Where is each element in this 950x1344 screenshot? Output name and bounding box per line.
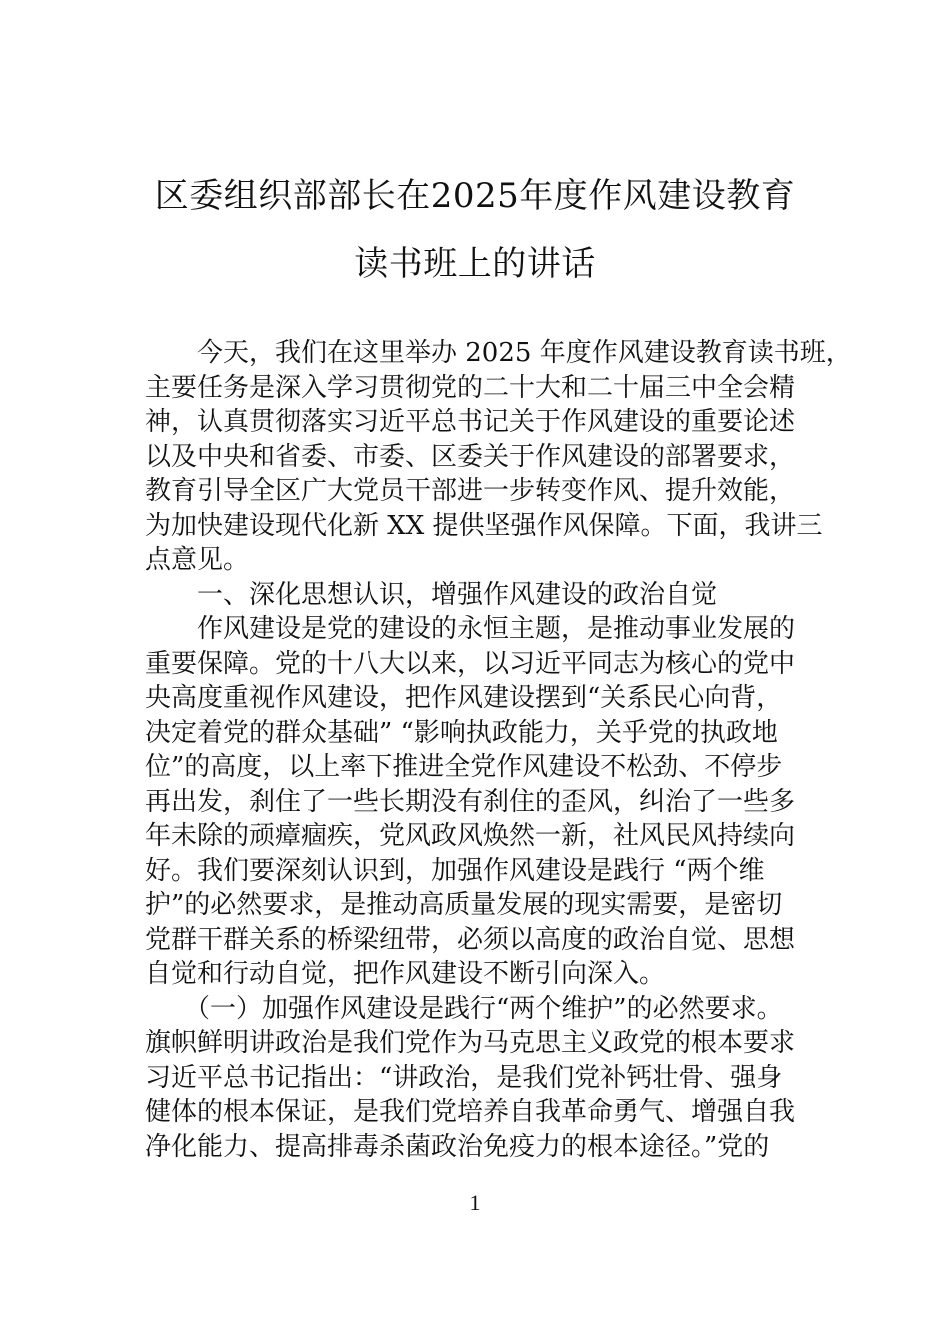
document-title-line-1: 区委组织部部长在2025年度作风建设教育	[154, 176, 796, 216]
body-text-line: 党群干群关系的桥梁纽带，必须以高度的政治自觉、思想	[145, 924, 796, 955]
body-text-line: 一、深化思想认识，增强作风建设的政治自觉	[145, 579, 718, 610]
body-text-line: 教育引导全区广大党员干部进一步转变作风、提升效能，	[145, 476, 796, 506]
body-text-line: 央高度重视作风建设，把作风建设摆到“关系民心向背，	[145, 683, 783, 713]
body-text-line: 决定着党的群众基础” “影响执政能力，关乎党的执政地	[145, 717, 778, 748]
body-text-line: 护”的必然要求，是推动高质量发展的现实需要，是密切	[145, 890, 783, 920]
body-text-line: 以及中央和省委、市委、区委关于作风建设的部署要求，	[145, 441, 796, 472]
body-text-line: （一）加强作风建设是践行“两个维护”的必然要求。	[145, 993, 783, 1024]
body-text-line: 点意见。	[145, 545, 250, 575]
body-text-line: 今天，我们在这里举办 2025 年度作风建设教育读书班，	[145, 338, 852, 368]
body-text-line: 健体的根本保证，是我们党培养自我革命勇气、增强自我	[145, 1097, 796, 1127]
page-number: 1	[469, 1190, 481, 1215]
body-text-line: 神，认真贯彻落实习近平总书记关于作风建设的重要论述	[145, 407, 796, 437]
body-text-line: 主要任务是深入学习贯彻党的二十大和二十届三中全会精	[145, 372, 796, 403]
body-text-line: 好。我们要深刻认识到，加强作风建设是践行 “两个维	[145, 855, 765, 886]
body-text-line: 再出发，刹住了一些长期没有刹住的歪风，纠治了一些多	[145, 786, 796, 817]
body-text-line: 自觉和行动自觉，把作风建设不断引向深入。	[145, 959, 666, 989]
body-text-line: 旗帜鲜明讲政治是我们党作为马克思主义政党的根本要求	[145, 1028, 796, 1058]
body-text-line: 为加快建设现代化新 XX 提供坚强作风保障。下面，我讲三	[145, 510, 823, 541]
body-text-line: 年未除的顽瘴痼疾，党风政风焕然一新，社风民风持续向	[145, 821, 796, 851]
body-text-line: 净化能力、提高排毒杀菌政治免疫力的根本途径。”党的	[145, 1131, 770, 1162]
body-text-line: 习近平总书记指出：“讲政治，是我们党补钙壮骨、强身	[145, 1062, 783, 1093]
body-text-line: 作风建设是党的建设的永恒主题，是推动事业发展的	[145, 614, 796, 644]
body-text-line: 位”的高度，以上率下推进全党作风建设不松劲、不停步	[145, 752, 783, 782]
body-text-line: 重要保障。党的十八大以来，以习近平同志为核心的党中	[145, 648, 796, 679]
document-title-line-2: 读书班上的讲话	[354, 244, 596, 284]
